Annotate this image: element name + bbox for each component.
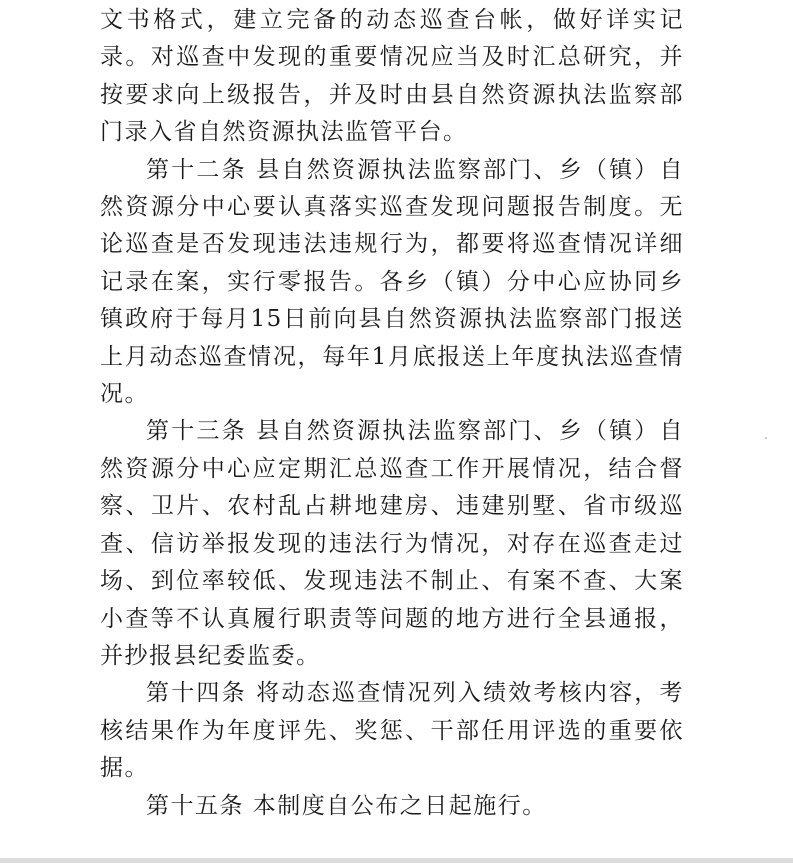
paragraph-article-13: 第十三条 县自然资源执法监察部门、乡（镇）自然资源分中心应定期汇总巡查工作开展情况，结合督察、卫片、农村乱占耕地建房、违建别墅、省市级巡查、信访举报发现的违法行为情况，对存在巡查走过场、到位率较低、发现违法不制止、有案不查、大案小查等不认真履行职责等问题的地方进行全县通报，并抄报县纪委监委。 [100, 418, 684, 669]
page-bottom-edge [0, 858, 793, 863]
paragraph-article-15: 第十五条 本制度自公布之日起施行。 [146, 792, 547, 819]
paragraph-article-12: 第十二条 县自然资源执法监察部门、乡（镇）自然资源分中心要认真落实巡查发现问题报告制度。无论巡查是否发现违法违规行为，都要将巡查情况详细记录在案，实行零报告。各乡（镇）分中心应协同乡镇政府于每月15日前向县自然资源执法监察部门报送上月动态巡查情况，每年1月底报送上年度执法巡查情况。 [100, 156, 684, 408]
document-body [100, 2, 684, 825]
paragraph-continuation: 文书格式，建立完备的动态巡查台帐，做好详实记录。对巡查中发现的重要情况应当及时汇总研究，并按要求向上级报告，并及时由县自然资源执法监察部门录入省自然资源执法监管平台。 [100, 7, 684, 146]
paragraph-article-14: 第十四条 将动态巡查情况列入绩效考核内容，考核结果作为年度评先、奖惩、干部任用评选的重要依据。 [100, 680, 684, 782]
scan-speck [765, 437, 767, 439]
